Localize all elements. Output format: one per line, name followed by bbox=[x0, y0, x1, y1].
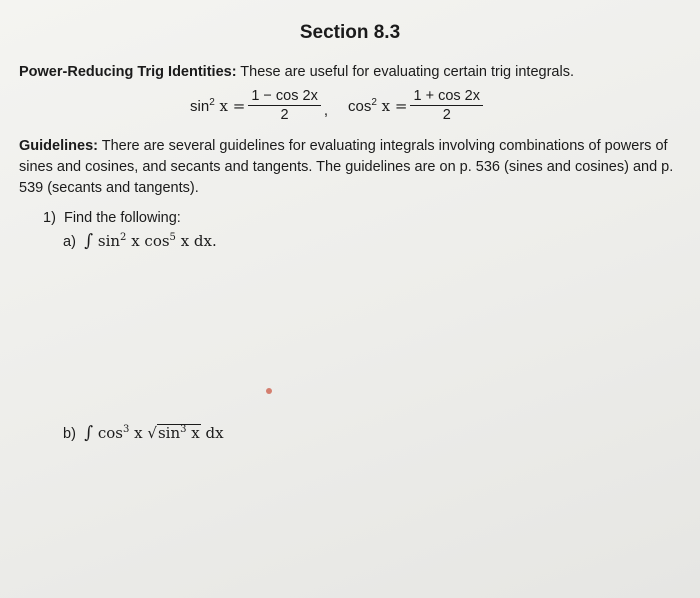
part-a-sin: sin bbox=[93, 232, 121, 250]
intro-label: Power-Reducing Trig Identities: bbox=[19, 64, 237, 80]
integral-sign-b: ∫ bbox=[84, 423, 94, 443]
sin-lhs-base: sin bbox=[190, 97, 210, 115]
cos-numerator: 1 + cos 2x bbox=[410, 88, 483, 106]
sin-squared-identity bbox=[190, 88, 328, 123]
part-a-tail: x dx. bbox=[175, 232, 217, 250]
sin-lhs-exponent: 2 bbox=[209, 96, 215, 108]
cos-lhs-var: x = bbox=[376, 96, 408, 115]
section-title: Section 8.3 bbox=[299, 22, 401, 43]
part-b-cos: cos bbox=[93, 424, 124, 442]
ink-mark bbox=[266, 388, 272, 394]
radical-sign: √ bbox=[147, 424, 157, 442]
cos-lhs-base: cos bbox=[348, 97, 372, 115]
cos-squared-identity bbox=[348, 88, 486, 123]
radicand-sin: sin bbox=[157, 424, 181, 442]
part-a-exp-1: 2 bbox=[120, 232, 127, 243]
identity-separator: , bbox=[323, 102, 328, 119]
part-a-label: a) bbox=[63, 234, 76, 250]
sin-lhs-var: x = bbox=[214, 96, 246, 115]
sin-lhs bbox=[190, 97, 245, 115]
radicand bbox=[157, 424, 201, 441]
part-b-dx: dx bbox=[200, 424, 224, 442]
part-a-cos: x cos bbox=[126, 232, 170, 250]
cos-lhs-exponent: 2 bbox=[371, 96, 377, 108]
question-1-number: 1) bbox=[43, 210, 56, 226]
part-a bbox=[63, 231, 217, 251]
intro-text: These are useful for evaluating certain trig integrals. bbox=[236, 64, 574, 80]
part-b-x: x bbox=[129, 424, 148, 442]
sin-denominator: 2 bbox=[280, 107, 289, 123]
radicand-exp: 3 bbox=[180, 424, 187, 435]
guidelines-text: There are several guidelines for evaluating integrals involving combinations of powers of sines and cosines, and secants and tangents. The guidelines are on p. 536 (sines and cosines) and p. 539 (secants and tangents). bbox=[19, 138, 674, 196]
sin-numerator: 1 − cos 2x bbox=[248, 88, 321, 106]
guidelines-label: Guidelines: bbox=[19, 138, 98, 154]
integral-sign-a: ∫ bbox=[84, 231, 94, 251]
cos-denominator: 2 bbox=[442, 107, 451, 123]
sin-fraction bbox=[248, 88, 321, 123]
part-b-label: b) bbox=[63, 426, 76, 442]
radicand-x: x bbox=[186, 424, 200, 442]
guidelines-paragraph bbox=[19, 136, 679, 199]
intro-line bbox=[19, 64, 574, 80]
part-b-exp-1: 3 bbox=[123, 424, 130, 435]
part-b bbox=[63, 423, 224, 443]
question-1 bbox=[43, 210, 181, 226]
question-1-prompt: Find the following: bbox=[63, 210, 181, 226]
cos-lhs bbox=[348, 97, 407, 115]
part-a-exp-2: 5 bbox=[169, 232, 176, 243]
cos-fraction bbox=[410, 88, 483, 123]
